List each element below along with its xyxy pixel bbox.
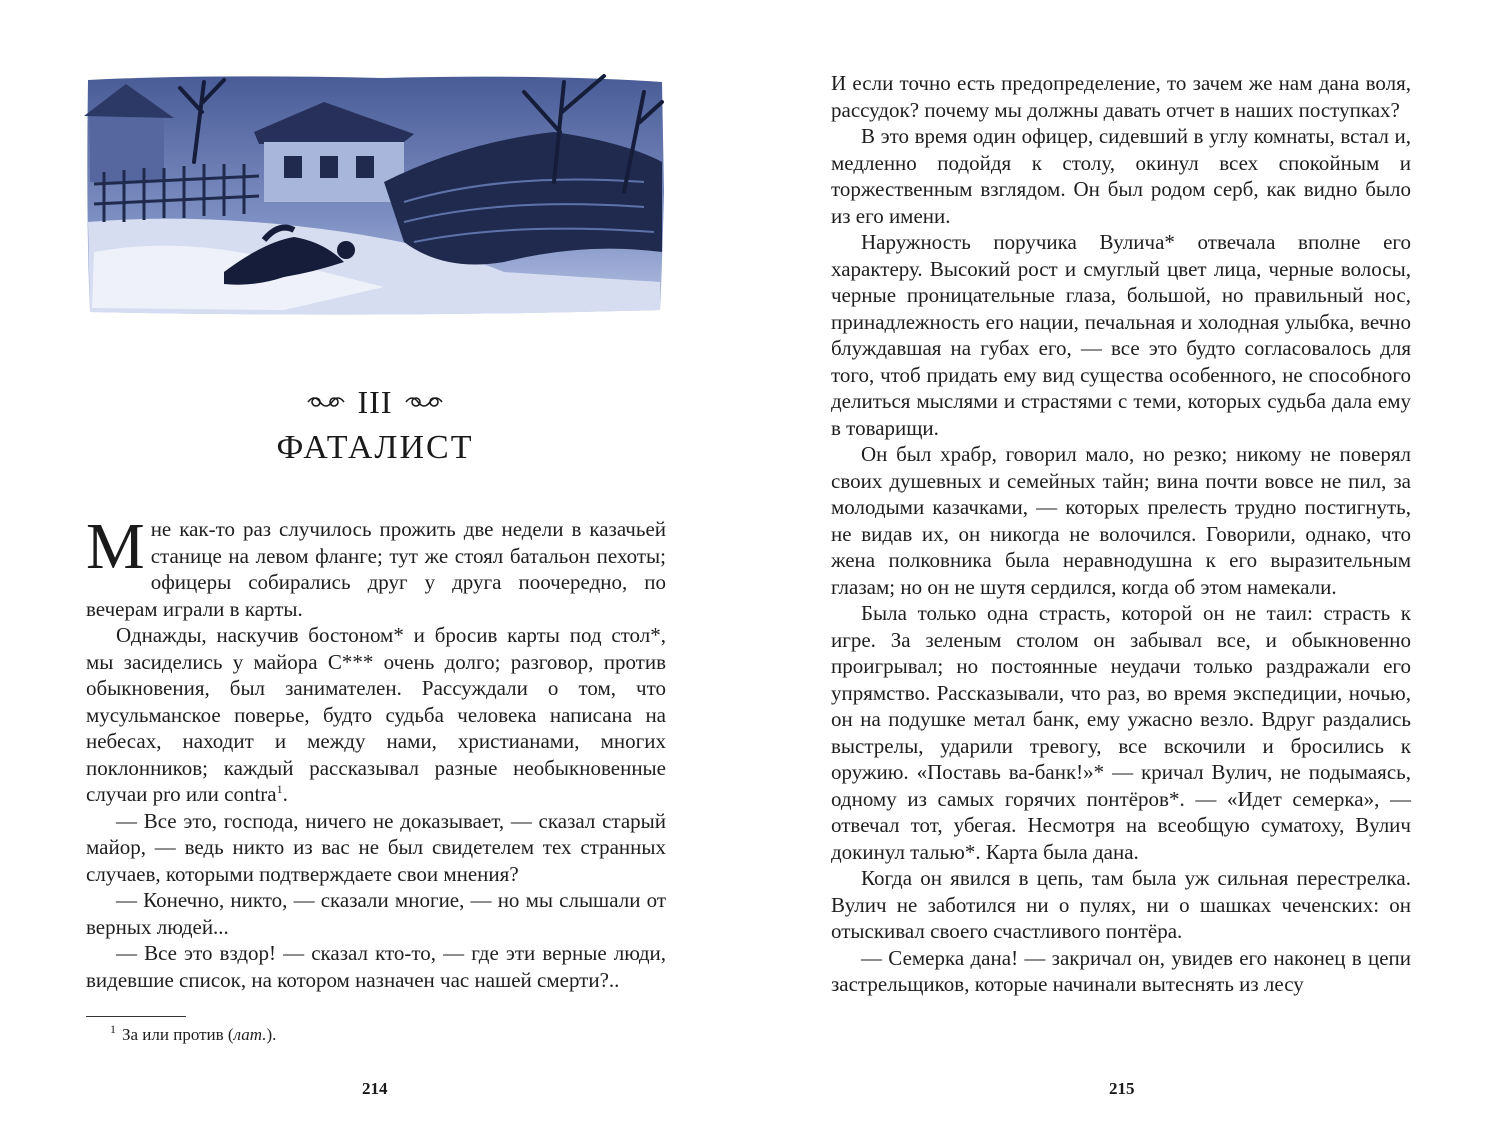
left-body-text: [86, 510, 666, 993]
chapter-number: III: [357, 384, 393, 420]
footnote-end: ).: [266, 1025, 277, 1044]
ornament-right-icon: [404, 392, 444, 412]
paragraph: — Все это, господа, ничего не доказывает, — сказал старый майор, — ведь никто из вас не был свидетелем тех странных случаев, которыми подтверждаете свои мнения?: [86, 808, 666, 886]
paragraph: Была только одна страсть, которой он не таил: страсть к игре. За зеленым столом он забывал все, и обыкновенно проигрывал; но постоянные неудачи только раздражали его упрямство. Рассказывали, что раз, во время экспедиции, ночью, он на подушке метал банк, ему ужасно везло. Вдруг раздались выстрелы, ударили тревогу, все вскочили и бросились к оружию. «Поставь ва-банк!»* — кричал Вулич, не подымаясь, одному из самых горячих понтёров*. — «Идет семерка», — отвечал тот, убегая. Несмотря на всеобщую суматоху, Вулич докинул талью*. Карта была дана.: [831, 601, 1411, 864]
right-body-text: [831, 70, 1411, 998]
right-page: [749, 0, 1498, 1140]
page-number: 214: [362, 1079, 388, 1098]
paragraph-text: не как-то раз случилось прожить две недели в казачьей станице на левом фланге; тут же стоял батальон пехоты; офицеры собирались друг у друга поочередно, по вечерам играли в карты.: [86, 517, 666, 621]
chapter-heading: [84, 380, 666, 424]
chapter-title: ФАТАЛИСТ: [276, 429, 474, 466]
footnote-divider: [86, 1016, 186, 1017]
page-number: 215: [1109, 1079, 1135, 1098]
paragraph: [86, 622, 666, 808]
paragraph: — Конечно, никто, — сказали многие, — но мы слышали от верных людей...: [86, 888, 666, 939]
footnote-lang: лат.: [233, 1025, 267, 1044]
footnote: [110, 1024, 670, 1046]
paragraph-text-end: .: [282, 782, 288, 806]
paragraph-text: Однажды, наскучив бостоном* и бросив карты под стол*, мы засиделись у майора С*** очень долго; разговор, против обыкновения, был занимателен. Рассуждали о том, что мусульманское поверье, будто судьба человека написана на небесах, находит и между нами, христианами, многих поклонников; каждый рассказывал разные необыкновенные случаи pro или contra: [86, 623, 666, 806]
paragraph: [86, 510, 666, 622]
paragraph: И если точно есть предопределение, то зачем же нам дана воля, рассудок? почему мы должны давать отчет в наших поступках?: [831, 71, 1411, 122]
paragraph: — Все это вздор! — сказал кто-то, — где эти верные люди, видевшие список, на котором назначен час нашей смерти?..: [86, 941, 666, 992]
paragraph: Наружность поручика Вулича* отвечала вполне его характеру. Высокий рост и смуглый цвет лица, черные волосы, черные проницательные глаза, большой, но правильный нос, принадлежность его нации, печальная и холодная улыбка, вечно блуждавшая на губах его, — все это будто согласовалось для того, чтоб придать ему вид существа особенного, не способного делиться мыслями и страстями с теми, которых судьба дала ему в товарищи.: [831, 230, 1411, 440]
village-scene-image: [84, 72, 666, 318]
paragraph: Когда он явился в цепь, там была уж сильная перестрелка. Вулич не заботился ни о пулях, ни о шашках чеченских: он отыскивал своего счастливого понтёра.: [831, 866, 1411, 943]
paragraph: — Семерка дана! — закричал он, увидев его наконец в цепи застрельщиков, которые начинали вытеснять из лесу: [831, 945, 1411, 996]
paragraph: В это время один офицер, сидевший в углу комнаты, встал и, медленно подойдя к столу, окинул всех спокойным и торжественным взглядом. Он был родом серб, как видно было из его имени.: [831, 124, 1411, 228]
chapter-illustration: [84, 72, 666, 318]
footnote-text: За или против (: [122, 1025, 234, 1044]
drop-cap: М: [86, 510, 145, 583]
footnote-number: 1: [110, 1022, 116, 1037]
ornament-left-icon: [306, 392, 346, 412]
paragraph: Он был храбр, говорил мало, но резко; никому не поверял своих душевных и семейных тайн; вина почти вовсе не пил, за молодыми казачками, — которых прелесть трудно постигнуть, не видав их, он никогда не волочился. Говорили, однако, что жена полковника была неравнодушна к его выразительным глазам; но он не шутя сердился, когда об этом намекали.: [831, 442, 1411, 599]
footnote-ref: 1: [276, 782, 283, 796]
